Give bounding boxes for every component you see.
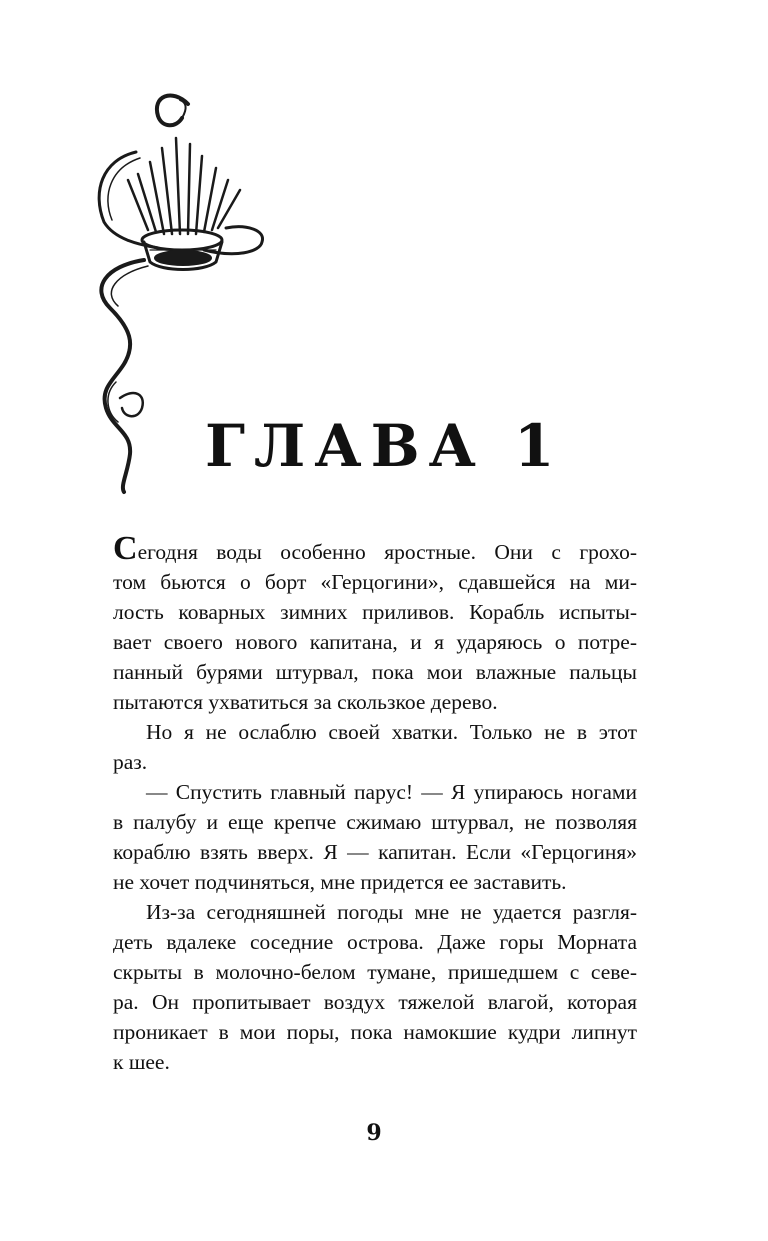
- text-line: Из-за сегодняшней погоды мне не удается разгля-: [146, 900, 637, 924]
- text-line-rest: егодня воды особенно яростные. Они с грохо-: [137, 540, 637, 564]
- text-line: деть вдалеке соседние острова. Даже горы Морната: [113, 930, 637, 954]
- text-line: пытаются ухватиться за скользкое дерево.: [113, 690, 498, 714]
- text-line: лость коварных зимних приливов. Корабль испыты-: [113, 600, 637, 624]
- text-line: вает своего нового капитана, и я ударяюсь о потре-: [113, 630, 637, 654]
- page-number: 9: [366, 1120, 382, 1146]
- text-line: Но я не ослаблю своей хватки. Только не в этот: [146, 720, 637, 744]
- text-line: не хочет подчиняться, мне придется ее заставить.: [113, 870, 567, 894]
- text-line: панный бурями штурвал, пока мои влажные пальцы: [113, 660, 637, 684]
- drop-cap: С: [113, 530, 138, 567]
- text-line: в палубу и еще крепче сжимаю штурвал, не позволяя: [113, 810, 637, 834]
- text-line: к шее.: [113, 1050, 170, 1074]
- chapter-title: ГЛАВА 1: [205, 412, 564, 480]
- text-line: раз.: [113, 750, 148, 774]
- text-line: скрыты в молочно-белом тумане, пришедшем с севе-: [113, 960, 637, 984]
- text-line: ра. Он пропитывает воздух тяжелой влагой, которая: [113, 990, 637, 1014]
- text-line: — Спустить главный парус! — Я упираюсь ногами: [146, 780, 637, 804]
- text-line: [113, 530, 637, 567]
- text-line: кораблю взять вверх. Я — капитан. Если «Герцогиня»: [113, 840, 637, 864]
- text-line: проникает в мои поры, пока намокшие кудри липнут: [113, 1020, 637, 1044]
- text-line: том бьются о борт «Герцогини», сдавшейся на ми-: [113, 570, 637, 594]
- chapter-body-text: [113, 530, 637, 1077]
